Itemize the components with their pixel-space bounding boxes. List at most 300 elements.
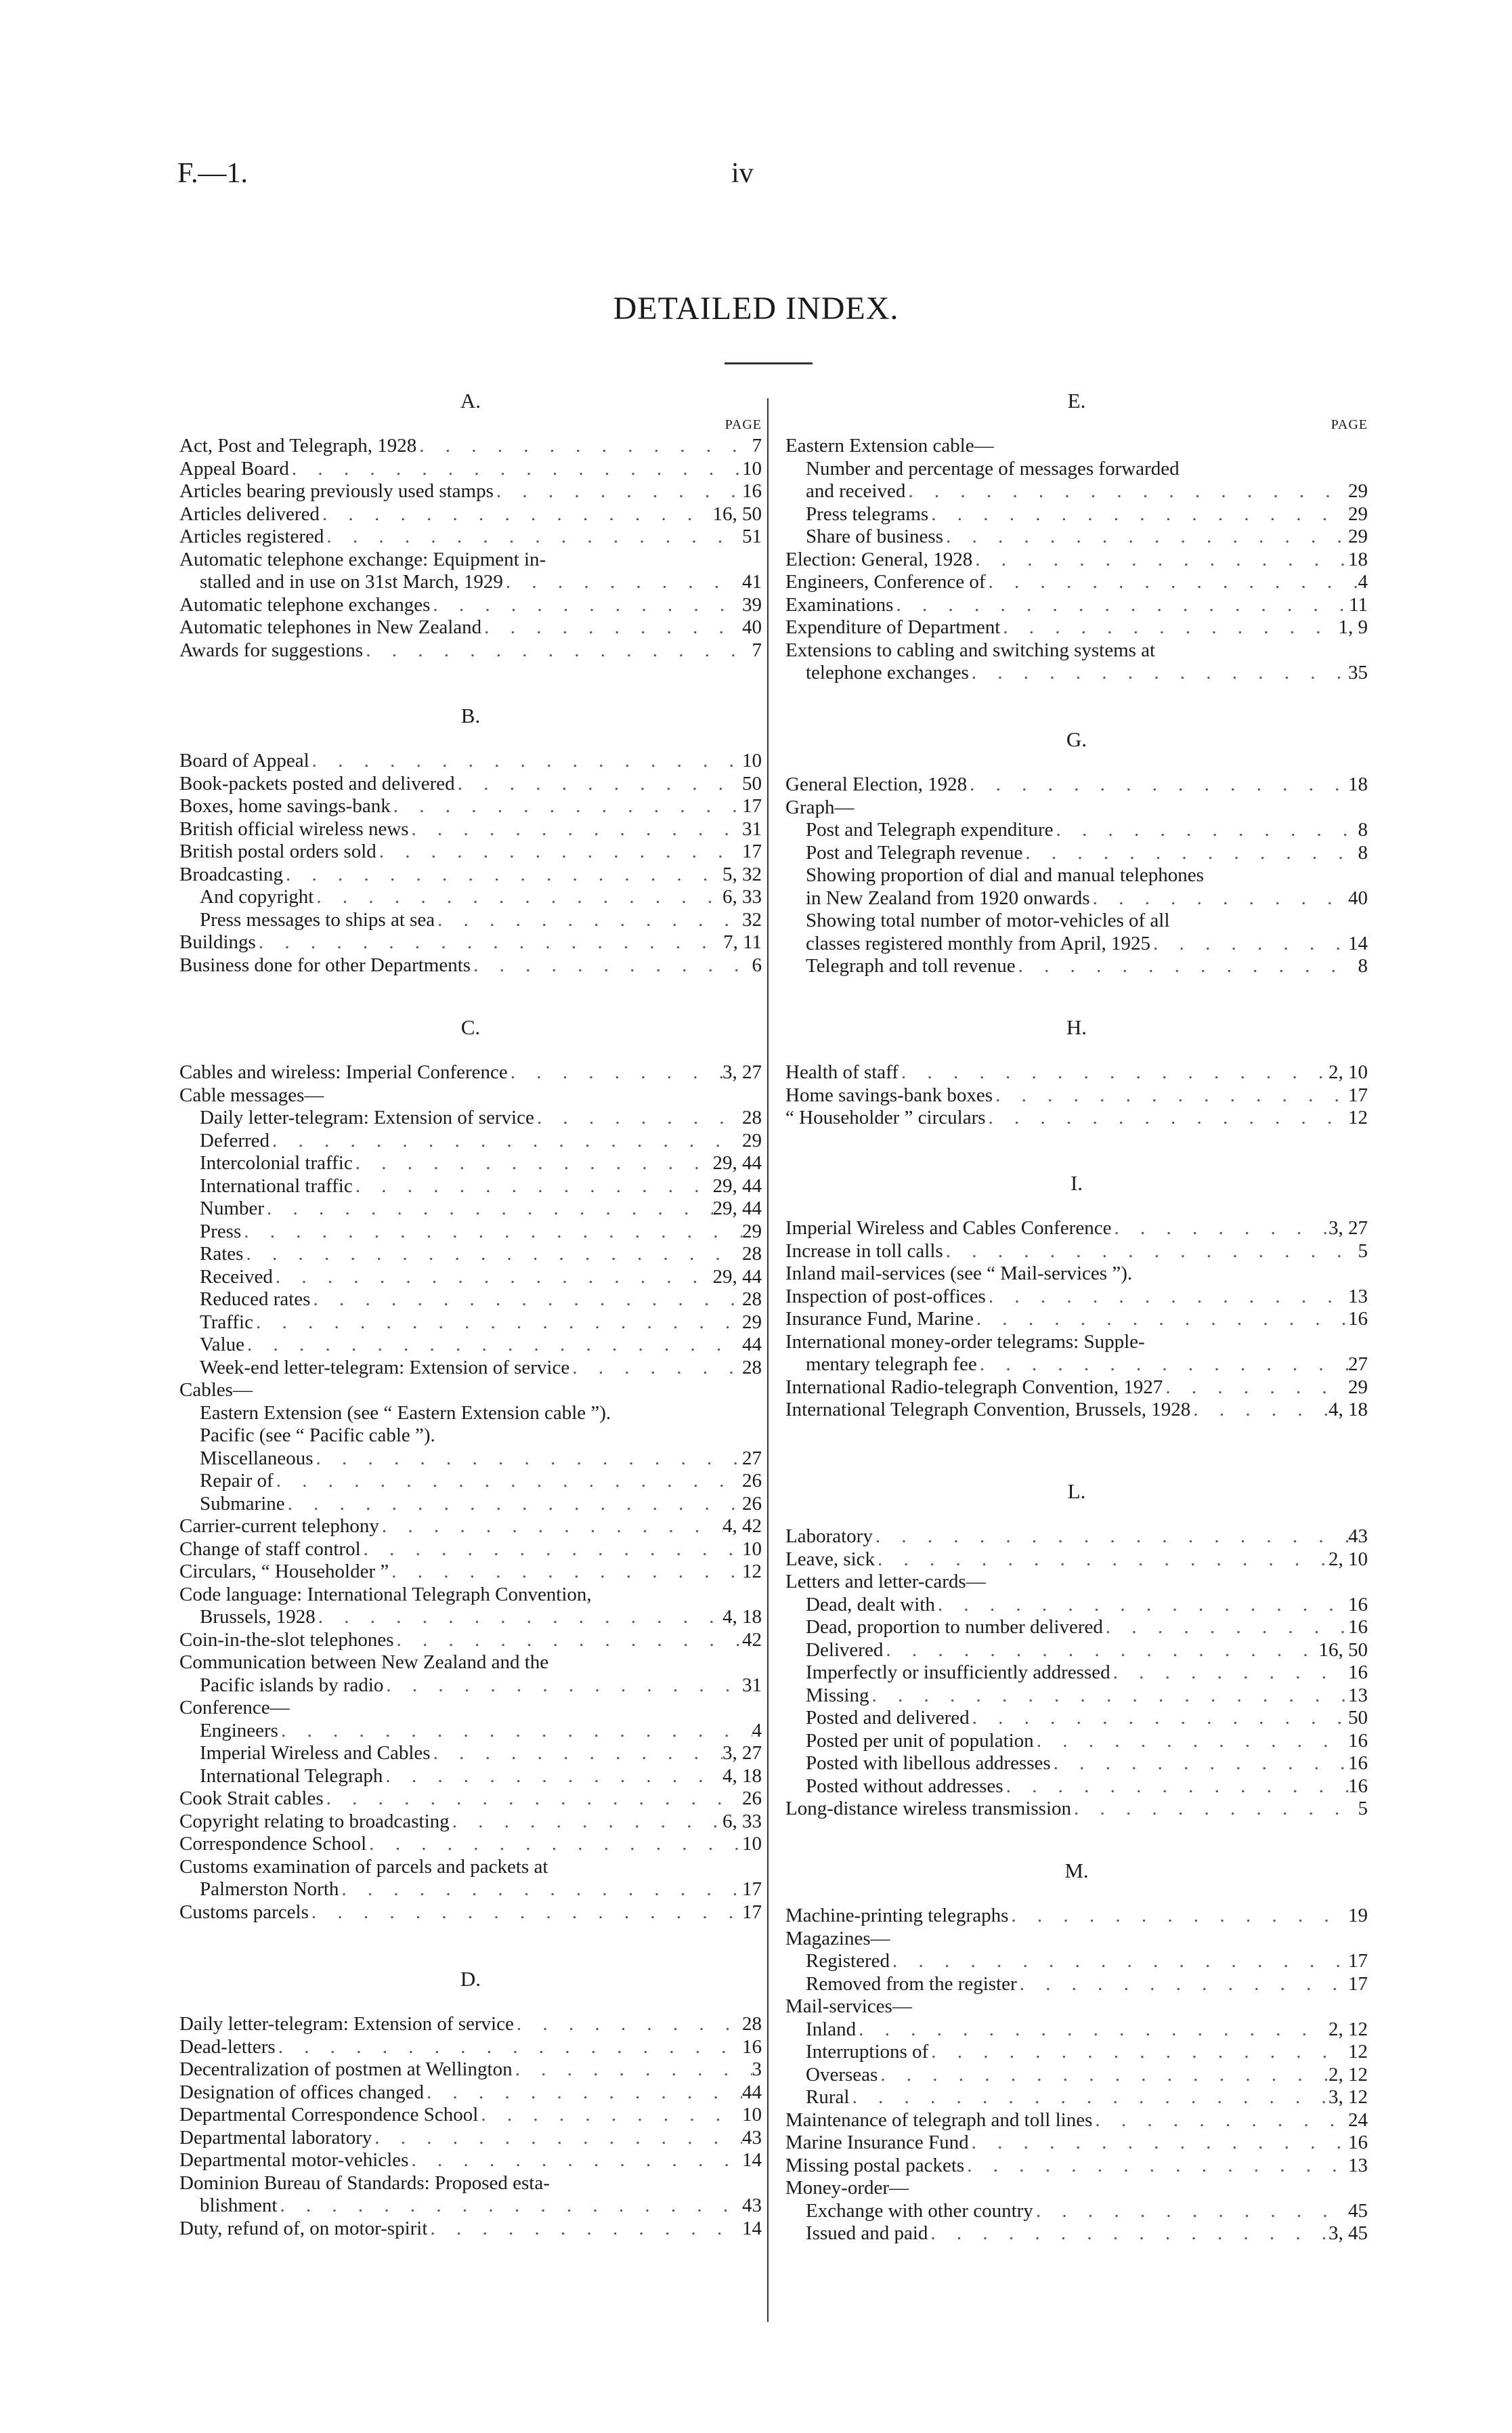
index-entry: [785, 549, 1368, 572]
leader-dots: [986, 1286, 1348, 1309]
entry-label: Eastern Extension cable—: [785, 435, 994, 457]
entry-label: Decentralization of postmen at Wellington: [179, 2058, 513, 2080]
leader-dots: [324, 526, 742, 549]
leader-dots: [424, 2081, 742, 2104]
entry-page: 31: [742, 818, 762, 840]
entry-label: Dead-letters: [179, 2035, 276, 2058]
entry-label: Posted and delivered: [806, 1707, 970, 1729]
entry-label: Departmental motor-vehicles: [179, 2149, 409, 2171]
section-letter: E.: [1067, 389, 1086, 412]
index-entry: [179, 1198, 762, 1221]
entry-label: Maintenance of telegraph and toll lines: [785, 2109, 1093, 2131]
entry-label: Intercolonial traffic: [200, 1152, 353, 1174]
entry-label: Brussels, 1928: [200, 1606, 316, 1628]
entry-label: Pacific islands by radio: [200, 1674, 384, 1696]
index-entry: [179, 1379, 762, 1402]
index-entry: [179, 1243, 762, 1266]
entry-page: 43: [742, 2126, 762, 2149]
index-entry: [785, 1571, 1368, 1594]
entry-page: 16: [1348, 1729, 1368, 1752]
entry-label: Share of business: [806, 526, 943, 547]
leader-dots: [1016, 955, 1358, 978]
index-entry: [785, 1905, 1368, 1928]
leader-dots: [324, 1787, 742, 1811]
entry-page: 17: [1348, 1084, 1368, 1106]
index-entry: [785, 2177, 1368, 2200]
index-entry: [179, 773, 762, 796]
entry-label: Act, Post and Telegraph, 1928: [179, 435, 417, 457]
index-entry: [179, 1061, 762, 1084]
leader-dots: [873, 1525, 1348, 1548]
entry-label: Articles delivered: [179, 503, 320, 525]
index-entry: [785, 2086, 1368, 2109]
leader-dots: [856, 2018, 1329, 2041]
entry-label: Missing: [806, 1684, 869, 1706]
index-entry: [785, 1730, 1368, 1753]
entry-label: Duty, refund of, on motor-spirit: [179, 2217, 428, 2239]
index-entry: [179, 2218, 762, 2241]
entry-page: 10: [742, 750, 762, 771]
entry-label: Awards for suggestions: [179, 639, 364, 661]
entry-page: 12: [742, 1561, 762, 1582]
entry-page: 4, 18: [722, 1606, 762, 1628]
section-g: [785, 728, 1368, 978]
entry-label: Articles bearing previously used stamps: [179, 480, 494, 502]
entry-label: Broadcasting: [179, 863, 284, 885]
index-entry: [785, 2155, 1368, 2178]
section-e: [785, 389, 1368, 685]
entry-page: 24: [1348, 2109, 1368, 2131]
section-d: [179, 1968, 762, 2240]
entry-page: 43: [1348, 1525, 1368, 1547]
entry-page: 5, 32: [722, 863, 762, 885]
entry-page: 4, 18: [1329, 1399, 1368, 1420]
entry-page: 28: [742, 1356, 762, 1378]
index-entry: [785, 2222, 1368, 2245]
index-entry: [785, 1217, 1368, 1240]
entry-label: Change of staff control: [179, 1538, 361, 1560]
entry-page: 27: [1348, 1353, 1368, 1375]
entry-label: Exchange with other country: [806, 2199, 1033, 2222]
leader-dots: [379, 1515, 722, 1538]
entry-page: 16: [1348, 1775, 1368, 1797]
index-entry: [179, 1357, 762, 1380]
entry-label: Showing proportion of dial and manual telephones: [806, 864, 1204, 886]
entry-label: Imperfectly or insufficiently addressed: [806, 1662, 1110, 1683]
entry-page: 2, 10: [1329, 1548, 1368, 1570]
index-entry: [785, 1240, 1368, 1263]
entry-page: 17: [742, 1878, 762, 1900]
index-entry: [179, 818, 762, 841]
entry-page: 3, 27: [722, 1742, 762, 1764]
section-h: [785, 1016, 1368, 1130]
leader-dots: [969, 2132, 1348, 2155]
entry-page: 50: [1348, 1707, 1368, 1729]
index-entry: [785, 1399, 1368, 1422]
index-entry: [179, 1288, 762, 1311]
entry-label: Deferred: [200, 1129, 270, 1151]
entry-page: 35: [1348, 662, 1368, 683]
entry-label: Cables—: [179, 1379, 253, 1401]
entry-page: 44: [742, 2081, 762, 2103]
index-entry: [785, 458, 1368, 481]
entry-label: And copyright: [200, 886, 314, 908]
leader-dots: [928, 503, 1348, 526]
leader-dots: [969, 662, 1348, 685]
index-entry: [785, 819, 1368, 842]
entry-page: 5: [1358, 1240, 1368, 1262]
entry-label: Daily letter-telegram: Extension of service: [179, 2013, 514, 2035]
index-entry: [179, 2195, 762, 2218]
entry-label: Posted with libellous addresses: [806, 1752, 1051, 1774]
index-entry: [785, 1107, 1368, 1130]
leader-dots: [1163, 1376, 1348, 1399]
entry-label: Reduced rates: [200, 1288, 311, 1310]
leader-dots: [508, 1061, 722, 1084]
entry-page: 10: [742, 1833, 762, 1855]
entry-label: Customs parcels: [179, 1901, 309, 1923]
entry-page: 4, 42: [722, 1515, 762, 1537]
index-entry: [785, 503, 1368, 526]
entry-label: Boxes, home savings-bank: [179, 795, 391, 817]
leader-dots: [1111, 1217, 1329, 1240]
entry-label: Eastern Extension (see “ Eastern Extension cable ”).: [200, 1401, 611, 1424]
entry-page: 7: [752, 435, 762, 457]
leader-dots: [1190, 1399, 1329, 1422]
section-letter: G.: [1066, 727, 1087, 751]
leader-dots: [430, 594, 742, 617]
entry-page: 39: [742, 593, 762, 616]
index-entry: [179, 1175, 762, 1198]
leader-dots: [1017, 1973, 1348, 1996]
leader-dots: [309, 1901, 742, 1924]
leader-dots: [986, 1107, 1348, 1130]
leader-dots: [269, 1130, 742, 1153]
entry-label: Registered: [806, 1950, 890, 1972]
entry-page: 14: [742, 2149, 762, 2171]
entry-page: 26: [742, 1470, 762, 1491]
entry-page: 3, 27: [1329, 1217, 1368, 1239]
leader-dots: [569, 1357, 742, 1380]
index-entry: [785, 571, 1368, 594]
entry-label: Press messages to ships at sea: [200, 908, 435, 931]
index-entry: [179, 1606, 762, 1629]
leader-dots: [285, 1493, 742, 1516]
entry-page: 40: [1348, 887, 1368, 909]
entry-page: 16: [1348, 1662, 1368, 1683]
index-entry: [785, 1331, 1368, 1354]
entry-label: Rural: [806, 2086, 850, 2108]
entry-label: Removed from the register: [806, 1972, 1017, 1995]
leader-dots: [353, 1175, 713, 1198]
entry-label: Insurance Fund, Marine: [785, 1308, 974, 1330]
index-entry: [785, 1084, 1368, 1107]
leader-dots: [310, 1288, 742, 1311]
entry-page: 17: [742, 795, 762, 817]
index-entry: [179, 1833, 762, 1856]
entry-page: 16: [1348, 1593, 1368, 1615]
leader-dots: [943, 1240, 1358, 1263]
entry-label: Number and percentage of messages forwarded: [806, 457, 1180, 480]
entry-page: 43: [742, 2195, 762, 2216]
entry-page: 16: [1348, 2132, 1368, 2153]
entry-label: Posted per unit of population: [806, 1729, 1034, 1752]
leader-dots: [289, 458, 742, 481]
entry-page: 13: [1348, 2154, 1368, 2176]
entry-label: Engineers, Conference of: [785, 571, 986, 593]
leader-dots: [972, 549, 1348, 572]
leader-dots: [1090, 887, 1348, 910]
section-letter: L.: [1067, 1479, 1086, 1503]
leader-dots: [278, 1720, 752, 1743]
index-entry: [785, 864, 1368, 887]
index-entry: [785, 1061, 1368, 1084]
index-entry: [785, 842, 1368, 865]
entry-label: Post and Telegraph expenditure: [806, 819, 1054, 841]
entry-label: Traffic: [200, 1311, 253, 1333]
entry-page: 26: [742, 1492, 762, 1515]
index-entry: [179, 503, 762, 526]
entry-label: Press telegrams: [806, 503, 929, 525]
entry-label: stalled and in use on 31st March, 1929: [200, 571, 503, 593]
entry-page: 2, 12: [1329, 2018, 1368, 2040]
leader-dots: [1022, 842, 1358, 865]
entry-label: Imperial Wireless and Cables Conference: [785, 1217, 1112, 1239]
index-entry: [179, 1107, 762, 1130]
entry-page: 6: [752, 954, 762, 976]
entry-label: Conference—: [179, 1697, 290, 1718]
entry-label: Interruptions of: [806, 2041, 929, 2062]
entry-label: Automatic telephones in New Zealand: [179, 616, 482, 638]
leader-dots: [244, 1334, 742, 1357]
leader-dots: [993, 1084, 1348, 1107]
index-entry: [179, 954, 762, 977]
entry-label: Designation of offices changed: [179, 2081, 425, 2103]
entry-label: International traffic: [200, 1175, 353, 1197]
entry-label: Dead, dealt with: [806, 1593, 935, 1615]
entry-page: 4, 18: [722, 1764, 762, 1787]
entry-label: Dead, proportion to number delivered: [806, 1616, 1103, 1638]
leader-dots: [964, 2155, 1348, 2178]
entry-page: 31: [742, 1674, 762, 1696]
leader-dots: [274, 1470, 742, 1493]
entry-label: International Radio-telegraph Convention, 1927: [785, 1376, 1163, 1398]
entry-page: 1, 9: [1338, 616, 1368, 638]
leader-dots: [514, 2013, 742, 2036]
index-entry: [785, 797, 1368, 820]
index-entry: [179, 1084, 762, 1107]
index-entry: [179, 526, 762, 549]
leader-dots: [970, 1707, 1348, 1730]
entry-label: Daily letter-telegram: Extension of service: [200, 1107, 534, 1128]
index-entry: [179, 594, 762, 617]
leader-dots: [361, 1538, 742, 1561]
leader-dots: [977, 1353, 1348, 1376]
leader-dots: [481, 616, 742, 639]
entry-page: 29: [1348, 480, 1368, 502]
entry-page: 29, 44: [712, 1265, 762, 1288]
entry-label: Book-packets posted and delivered: [179, 772, 455, 795]
entry-label: Number: [200, 1198, 265, 1219]
entry-label: Showing total number of motor-vehicles of all: [806, 910, 1170, 931]
entry-page: 51: [742, 526, 762, 547]
leader-dots: [435, 909, 742, 932]
index-entry: [179, 1561, 762, 1584]
entry-label: Week-end letter-telegram: Extension of service: [200, 1356, 570, 1378]
index-entry: [785, 1594, 1368, 1617]
entry-label: Laboratory: [785, 1525, 873, 1547]
leader-dots: [494, 480, 742, 503]
entry-label: British official wireless news: [179, 818, 409, 840]
entry-page: 8: [1358, 819, 1368, 841]
entry-label: Machine-printing telegraphs: [785, 1905, 1009, 1926]
index-entry: [179, 1856, 762, 1879]
entry-label: Rates: [200, 1243, 244, 1265]
index-entry: [785, 1950, 1368, 1973]
entry-page: 7: [752, 639, 762, 661]
entry-label: Pacific (see “ Pacific cable ”).: [200, 1424, 435, 1446]
entry-label: Articles registered: [179, 526, 324, 547]
entry-page: 6, 33: [722, 1810, 762, 1832]
leader-dots: [534, 1107, 742, 1130]
entry-page: 42: [742, 1628, 762, 1651]
entry-label: Imperial Wireless and Cables: [200, 1742, 431, 1764]
entry-label: Posted without addresses: [806, 1775, 1003, 1797]
index-entry: [785, 662, 1368, 685]
index-entry: [785, 1973, 1368, 1996]
leader-dots: [363, 639, 752, 662]
leader-dots: [1071, 1798, 1358, 1821]
entry-label: blishment: [200, 2195, 278, 2216]
entry-page: 17: [1348, 1950, 1368, 1972]
index-entry: [179, 864, 762, 887]
index-entry: [785, 1752, 1368, 1775]
index-entry: [179, 1787, 762, 1811]
index-entry: [785, 1286, 1368, 1309]
entry-label: Automatic telephone exchanges: [179, 593, 431, 616]
leader-dots: [339, 1878, 742, 1901]
entry-page: 44: [742, 1334, 762, 1355]
entry-label: Departmental laboratory: [179, 2126, 372, 2149]
index-entry: [785, 774, 1368, 797]
entry-page: 28: [742, 1107, 762, 1128]
index-entry: [179, 1470, 762, 1493]
entry-label: Value: [200, 1334, 245, 1355]
index-entry: [785, 2109, 1368, 2132]
index-entry: [179, 1901, 762, 1924]
index-entry: [179, 1152, 762, 1175]
entry-label: Issued and paid: [806, 2222, 928, 2244]
index-entry: [179, 2149, 762, 2172]
index-entry: [179, 931, 762, 954]
index-entry: [785, 2132, 1368, 2155]
index-entry: [179, 435, 762, 458]
leader-dots: [256, 931, 723, 954]
leader-dots: [849, 2086, 1329, 2109]
entry-page: 12: [1348, 2041, 1368, 2062]
leader-dots: [1051, 1752, 1348, 1775]
document-reference: F.—1.: [177, 158, 248, 189]
leader-dots: [320, 503, 713, 526]
entry-label: Departmental Correspondence School: [179, 2104, 479, 2125]
index-entry: [179, 1651, 762, 1674]
section-b: [179, 704, 762, 977]
entry-label: Business done for other Departments: [179, 954, 471, 976]
entry-label: International Telegraph: [200, 1764, 383, 1787]
section-m: [785, 1859, 1368, 2245]
entry-page: 8: [1358, 955, 1368, 977]
entry-page: 17: [742, 841, 762, 862]
entry-page: 5: [1358, 1798, 1368, 1819]
index-entry: [179, 886, 762, 909]
index-entry: [179, 1720, 762, 1743]
entry-label: Letters and letter-cards—: [785, 1571, 986, 1592]
entry-page: 29: [1348, 526, 1368, 547]
entry-page: 2, 12: [1329, 2063, 1368, 2086]
page-title: DETAILED INDEX.: [613, 291, 899, 326]
entry-label: Inspection of post-offices: [785, 1285, 986, 1307]
entry-label: Marine Insurance Fund: [785, 2132, 969, 2153]
entry-page: 3, 45: [1329, 2222, 1368, 2244]
index-entry: [785, 1707, 1368, 1730]
entry-page: 16, 50: [712, 503, 762, 525]
leader-dots: [943, 526, 1348, 549]
section-letter: D.: [460, 1967, 481, 1991]
index-entry: [785, 480, 1368, 503]
entry-label: Press: [200, 1220, 242, 1242]
leader-dots: [1053, 819, 1358, 842]
leader-dots: [277, 2195, 742, 2218]
section-l: [785, 1480, 1368, 1821]
entry-label: Cables and wireless: Imperial Conference: [179, 1061, 508, 1083]
index-entry: [179, 1402, 762, 1425]
entry-page: 29, 44: [712, 1152, 762, 1174]
leader-dots: [264, 1198, 712, 1221]
index-entry: [785, 887, 1368, 910]
entry-label: Delivered: [806, 1638, 884, 1661]
entry-label: in New Zealand from 1920 onwards: [806, 887, 1090, 909]
index-entry: [179, 1130, 762, 1153]
leader-dots: [974, 1308, 1348, 1331]
leader-dots: [1008, 1905, 1348, 1928]
entry-label: Long-distance wireless transmission: [785, 1798, 1072, 1819]
index-entry: [785, 616, 1368, 639]
entry-page: 50: [742, 772, 762, 795]
leader-dots: [366, 1833, 742, 1856]
leader-dots: [394, 1629, 742, 1652]
leader-dots: [243, 1243, 742, 1266]
entry-page: 16, 50: [1318, 1638, 1368, 1661]
leader-dots: [389, 1561, 742, 1584]
entry-label: classes registered monthly from April, 1925: [806, 932, 1151, 954]
entry-page: 19: [1348, 1905, 1368, 1926]
leader-dots: [427, 2218, 742, 2241]
entry-label: Inland: [806, 2018, 857, 2040]
index-entry: [785, 2041, 1368, 2064]
index-entry: [785, 1798, 1368, 1821]
entry-label: Post and Telegraph revenue: [806, 841, 1023, 864]
entry-label: Examinations: [785, 593, 894, 616]
index-entry: [785, 933, 1368, 956]
leader-dots: [503, 571, 742, 594]
index-entry: [179, 1811, 762, 1834]
page-number: iv: [731, 158, 754, 189]
entry-label: Submarine: [200, 1492, 285, 1515]
leader-dots: [273, 1266, 713, 1289]
leader-dots: [376, 841, 742, 864]
leader-dots: [905, 480, 1348, 503]
entry-label: Inland mail-services (see “ Mail-services ”).: [785, 1263, 1133, 1284]
